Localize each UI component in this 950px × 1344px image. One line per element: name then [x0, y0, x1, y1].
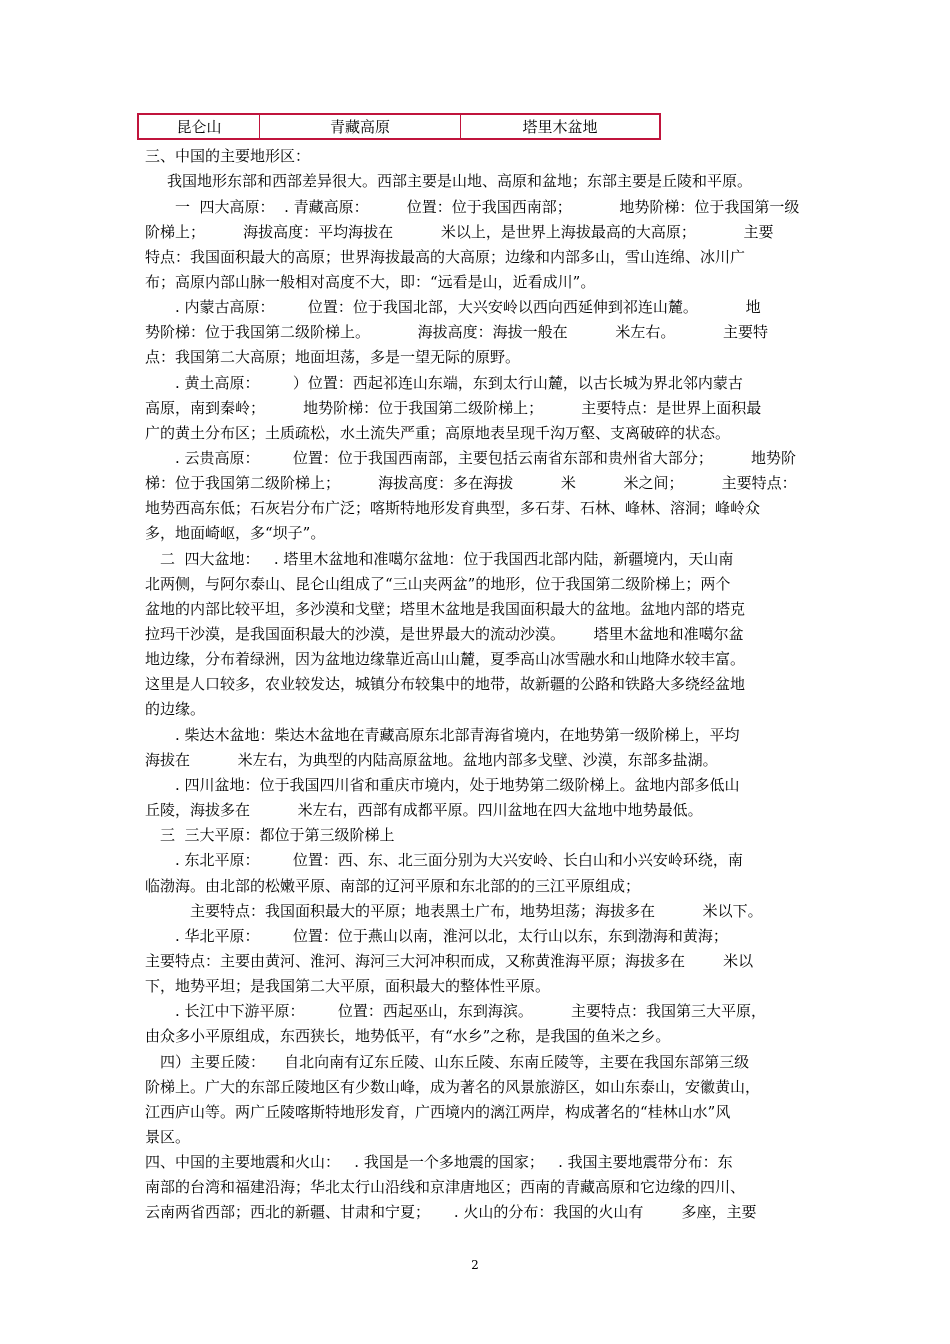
- paragraph-line: . 内蒙古高原： 位置：位于我国北部，大兴安岭以西向西延伸到祁连山麓。 地: [175, 298, 761, 316]
- paragraph-line: 地边缘，分布着绿洲，因为盆地边缘靠近高山山麓，夏季高山冰雪融水和山地降水较丰富。: [145, 650, 746, 668]
- paragraph-line: 盆地的内部比较平坦，多沙漠和戈壁；塔里木盆地是我国面积最大的盆地。盆地内部的塔克: [145, 600, 746, 618]
- paragraph-line: 海拔在 米左右，为典型的内陆高原盆地。盆地内部多戈壁、沙漠，东部多盐湖。: [145, 751, 718, 769]
- paragraph-line: 四）主要丘陵： 自北向南有辽东丘陵、山东丘陵、东南丘陵等，主要在我国东部第三级: [160, 1053, 750, 1071]
- paragraph-line: 势阶梯：位于我国第二级阶梯上。 海拔高度：海拔一般在 米左右。 主要特: [145, 323, 769, 341]
- paragraph-line: 主要特点：主要由黄河、淮河、海河三大河冲积而成，又称黄淮海平原；海拔多在 米以: [145, 952, 754, 970]
- paragraph-line: 广的黄土分布区；土质疏松，水土流失严重；高原地表呈现千沟万壑、支离破碎的状态。: [145, 424, 731, 442]
- paragraph-line: 四、中国的主要地震和火山： . 我国是一个多地震的国家； . 我国主要地震带分布：东: [145, 1153, 733, 1171]
- paragraph-line: 江西庐山等。两广丘陵喀斯特地形发育，广西境内的漓江两岸，构成著名的“桂林山水”风: [145, 1103, 731, 1121]
- paragraph-line: 地势西高东低；石灰岩分布广泛；喀斯特地形发育典型，多石芽、石林、峰林、溶洞；峰岭众: [145, 499, 761, 517]
- paragraph-line: 由众多小平原组成，东西狭长，地势低平，有“水乡”之称，是我国的鱼米之乡。: [145, 1027, 671, 1045]
- paragraph-line: . 华北平原： 位置：位于燕山以南，淮河以北，太行山以东，东到渤海和黄海；: [175, 927, 728, 945]
- paragraph-line: 北两侧，与阿尔泰山、昆仑山组成了“三山夹两盆”的地形，位于我国第二级阶梯上；两个: [145, 575, 731, 593]
- paragraph-line: 云南两省西部；西北的新疆、甘肃和宁夏； . 火山的分布：我国的火山有 多座，主要: [145, 1203, 757, 1221]
- paragraph-line: 的边缘。: [145, 700, 206, 718]
- paragraph-line: . 柴达木盆地：柴达木盆地在青藏高原东北部青海省境内，在地势第一级阶梯上，平均: [175, 726, 740, 744]
- paragraph-line: 景区。: [145, 1128, 191, 1146]
- paragraph-line: 这里是人口较多，农业较发达，城镇分布较集中的地带，故新疆的公路和铁路大多绕经盆地: [145, 675, 746, 693]
- paragraph-line: 下，地势平坦；是我国第二大平原，面积最大的整体性平原。: [145, 977, 551, 995]
- paragraph-line: 特点：我国面积最大的高原；世界海拔最高的大高原；边缘和内部多山，雪山连绵、冰川广: [145, 248, 746, 266]
- paragraph-line: 布；高原内部山脉一般相对高度不大，即：“远看是山，近看成川”。: [145, 273, 596, 291]
- paragraph-line: 高原，南到秦岭； 地势阶梯：位于我国第二级阶梯上； 主要特点：是世界上面积最: [145, 399, 762, 417]
- paragraph-line: 多，地面崎岖，多“坝子”。: [145, 524, 326, 542]
- paragraph-line: 二 四大盆地： . 塔里木盆地和准噶尔盆地：位于我国西北部内陆，新疆境内，天山南: [160, 550, 734, 568]
- paragraph-line: 我国地形东部和西部差异很大。西部主要是山地、高原和盆地；东部主要是丘陵和平原。: [167, 172, 753, 190]
- paragraph-line: 南部的台湾和福建沿海；华北太行山沿线和京津唐地区；西南的青藏高原和它边缘的四川、: [145, 1178, 746, 1196]
- terrain-table-row: [137, 113, 661, 140]
- paragraph-line: . 四川盆地：位于我国四川省和重庆市境内，处于地势第二级阶梯上。盆地内部多低山: [175, 776, 740, 794]
- paragraph-line: 阶梯上； 海拔高度：平均海拔在 米以上，是世界上海拔最高的大高原； 主要: [145, 223, 774, 241]
- paragraph-line: 拉玛干沙漠，是我国面积最大的沙漠，是世界最大的流动沙漠。 塔里木盆地和准噶尔盆: [145, 625, 744, 643]
- table-cell-mountain: 昆仑山: [139, 115, 260, 138]
- paragraph-line: . 长江中下游平原： 位置：西起巫山，东到海滨。 主要特点：我国第三大平原，: [175, 1002, 767, 1020]
- paragraph-line: 点：我国第二大高原；地面坦荡，多是一望无际的原野。: [145, 348, 521, 366]
- paragraph-line: 梯：位于我国第二级阶梯上； 海拔高度：多在海拔 米 米之间； 主要特点：: [145, 474, 797, 492]
- paragraph-line: 三 三大平原：都位于第三级阶梯上: [160, 826, 395, 844]
- paragraph-line: . 黄土高原： ）位置：西起祁连山东端，东到太行山麓，以古长城为界北邻内蒙古: [175, 374, 743, 392]
- table-cell-basin: 塔里木盆地: [522, 118, 598, 136]
- page-number: 2: [471, 1258, 479, 1272]
- paragraph-line: 主要特点：我国面积最大的平原；地表黑土广布，地势坦荡；海拔多在 米以下。: [190, 902, 763, 920]
- paragraph-line: . 云贵高原： 位置：位于我国西南部，主要包括云南省东部和贵州省大部分； 地势阶: [175, 449, 797, 467]
- paragraph-line: 阶梯上。广大的东部丘陵地区有少数山峰，成为著名的风景旅游区，如山东泰山，安徽黄山，: [145, 1078, 761, 1096]
- table-cell-plateau: 青藏高原: [260, 115, 461, 138]
- paragraph-line: . 东北平原： 位置：西、东、北三面分别为大兴安岭、长白山和小兴安岭环绕，南: [175, 851, 743, 869]
- paragraph-line: 临渤海。由北部的松嫩平原、南部的辽河平原和东北部的的三江平原组成；: [145, 877, 641, 895]
- paragraph-line: 一 四大高原： . 青藏高原： 位置：位于我国西南部； 地势阶梯：位于我国第一级: [175, 198, 800, 216]
- paragraph-line: 丘陵，海拔多在 米左右，西部有成都平原。四川盆地在四大盆地中地势最低。: [145, 801, 703, 819]
- section-heading: 三、中国的主要地形区：: [145, 147, 311, 165]
